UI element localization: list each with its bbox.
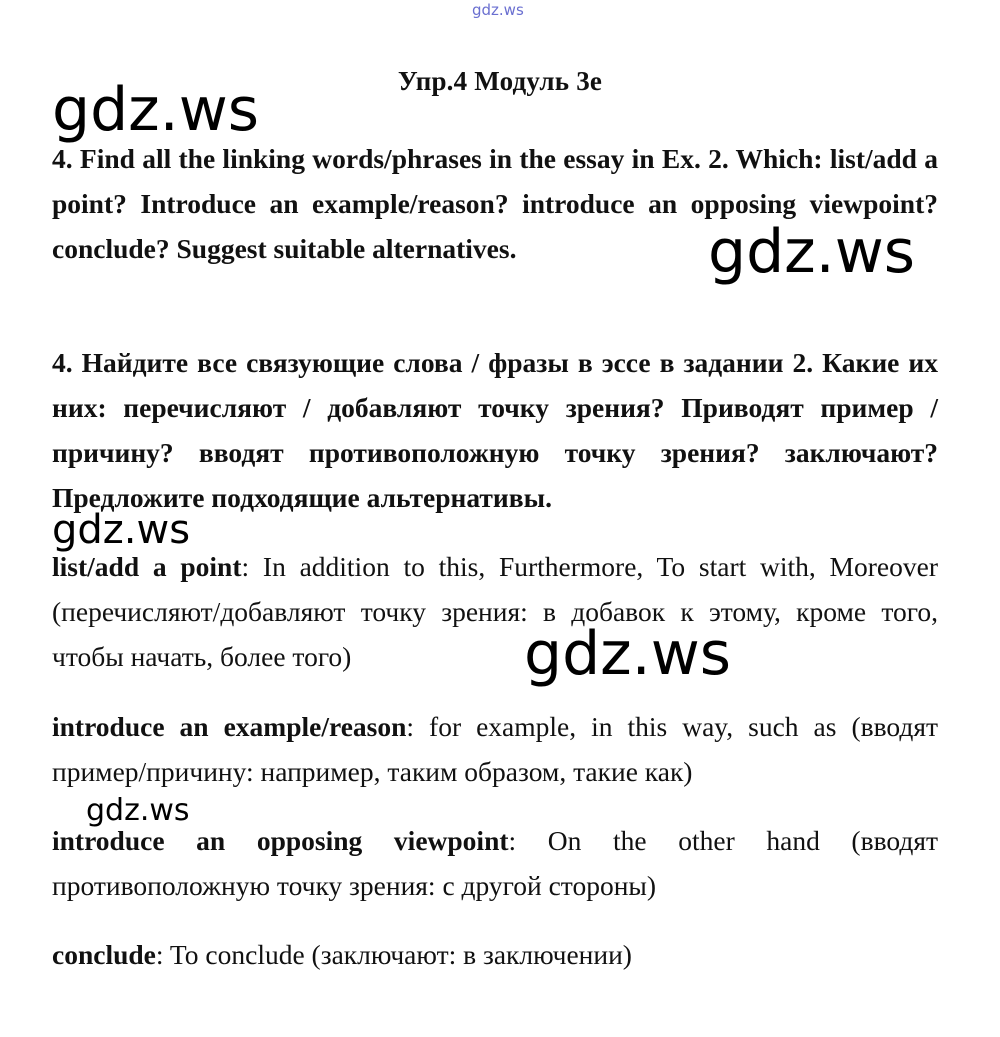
watermark: gdz.ws bbox=[524, 619, 732, 689]
answer-text: : On the other hand (вводят противоположную точку зрения: с другой стороны) bbox=[52, 825, 938, 901]
answer-text: : To conclude (заключают: в заключении) bbox=[155, 939, 632, 970]
answer-opposing-viewpoint bbox=[52, 818, 938, 908]
watermark-top: gdz.ws bbox=[472, 1, 524, 19]
answer-term: introduce an opposing viewpoint bbox=[52, 825, 509, 856]
answer-term: list/add a point bbox=[52, 551, 242, 582]
answer-text: : In addition to this, Furthermore, To start with, Moreover (перечисляют/добавляют точку зрения: в добавок к этому, кроме того, чтобы начать, более того) bbox=[52, 551, 938, 672]
task-russian: 4. Найдите все связующие слова / фразы в эссе в задании 2. Какие их них: перечисляют / добавляют точку зрения? Приводят пример / причину? вводят противоположную точку зрения? заключают? Предложите подходящие альтернативы. bbox=[52, 347, 938, 513]
watermark: gdz.ws bbox=[708, 217, 916, 287]
answer-term: conclude bbox=[52, 939, 156, 970]
page-title: Упр.4 Модуль 3e bbox=[397, 66, 603, 96]
watermark: gdz.ws bbox=[52, 75, 260, 145]
task-english: 4. Find all the linking words/phrases in the essay in Ex. 2. Which: list/add a point? Introduce an example/reason? introduce an opposing viewpoint? conclude? Suggest suitable alternatives. bbox=[52, 143, 938, 264]
watermark: gdz.ws bbox=[86, 793, 190, 828]
answer-term: introduce an example/reason bbox=[52, 711, 407, 742]
answer-introduce-example bbox=[52, 704, 938, 794]
answer-list-add-point bbox=[52, 544, 938, 679]
answer-conclude bbox=[52, 932, 938, 977]
answer-text: : for example, in this way, such as (вводят пример/причину: например, таким образом, такие как) bbox=[52, 711, 938, 787]
watermark: gdz.ws bbox=[52, 507, 191, 553]
